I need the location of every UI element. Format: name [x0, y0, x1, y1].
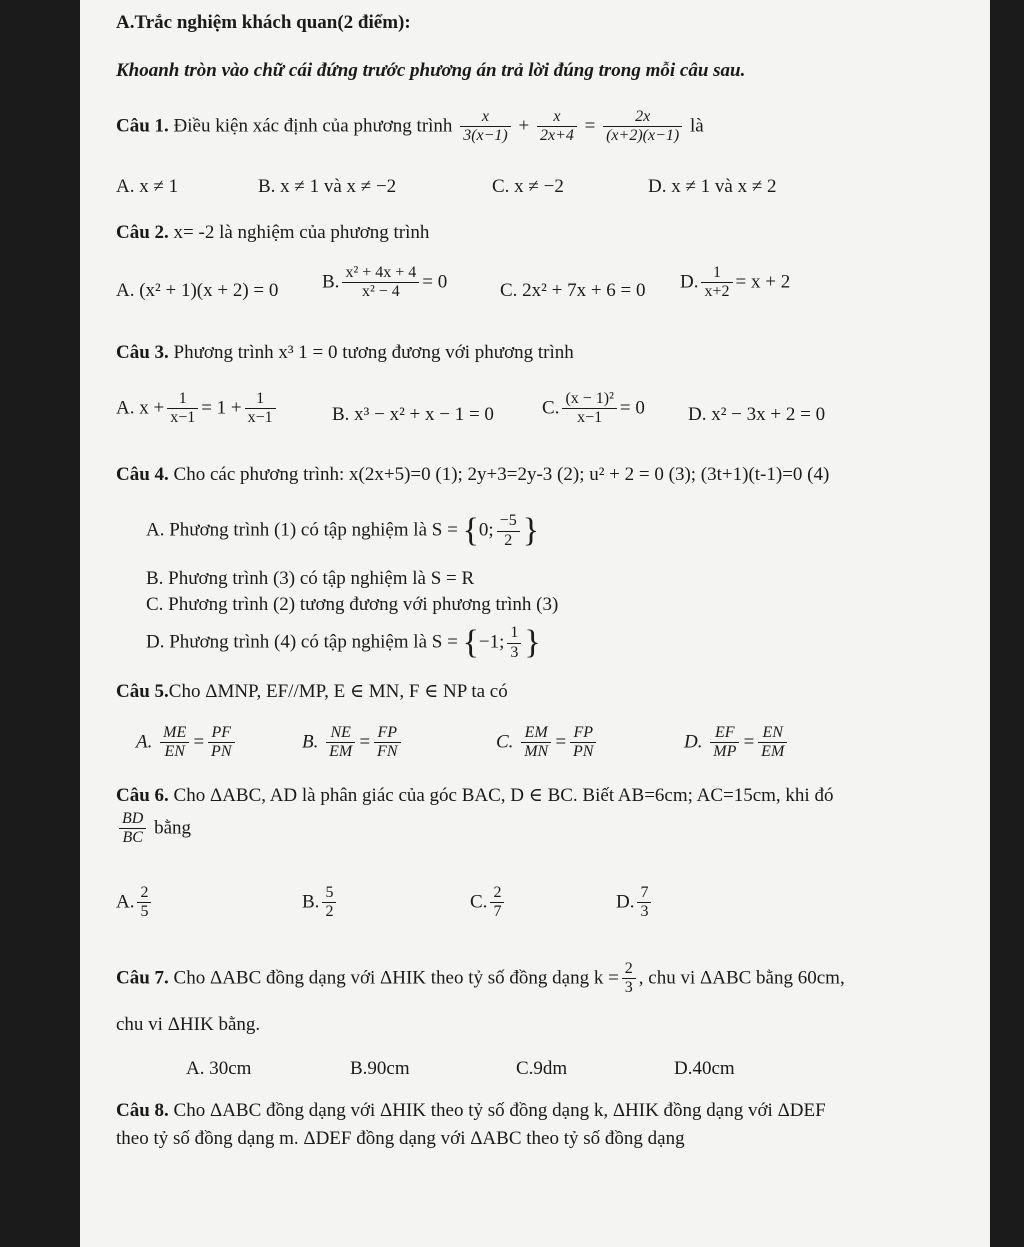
q1-option-c[interactable]: C. x ≠ −2 [492, 176, 564, 197]
q8-line-2: theo tỷ số đồng dạng m. ΔDEF đồng dạng với ΔABC theo tỷ số đồng dạng [116, 1128, 685, 1149]
q5-option-b[interactable]: B. $\frac{NE}{EM}$ = $\frac{FP}{FN}$ [302, 724, 404, 762]
q3-option-d[interactable]: D. x² − 3x + 2 = 0 [688, 404, 826, 425]
q3-option-a[interactable]: A. x + $\frac{1}{x-1}$ = 1 + $\frac{1}{x-1}$ [116, 390, 279, 428]
question-1: Câu 1. Điều kiện xác định của phương trình $\frac{x}{3(x-1)}$ + $\frac{x}{2x+4}$ = $\frac{2x}{(x+2)(x-1)}$ là [116, 108, 704, 145]
question-8: Câu 8. Cho ΔABC đồng dạng với ΔHIK theo tỷ số đồng dạng k, ΔHIK đồng dạng với ΔDEF [116, 1100, 826, 1121]
q3-option-b[interactable]: B. x³ − x² + x − 1 = 0 [332, 404, 494, 425]
question-4: Câu 4. Cho các phương trình: x(2x+5)=0 (1); 2y+3=2y-3 (2); u² + 2 = 0 (3); (3t+1)(t-1)=0 (4) [116, 464, 830, 485]
q6-ratio: $\frac{BD}{BC}$ bằng [116, 810, 191, 848]
q6-option-a[interactable]: A. $\frac{2}{5}$ [116, 884, 154, 922]
q6-option-d[interactable]: D. $\frac{7}{3}$ [616, 884, 654, 922]
q1-fraction-2: $\frac{x}{2x+4}$ [537, 108, 577, 146]
q6-option-b[interactable]: B. $\frac{5}{2}$ [302, 884, 339, 922]
q1-fraction-1: $\frac{x}{3(x-1)}$ [460, 108, 511, 146]
q4-option-d[interactable]: D. Phương trình (4) có tập nghiệm là S = {−1; $\frac{1}{3}$ } [146, 624, 541, 661]
q4-option-c[interactable]: C. Phương trình (2) tương đương với phương trình (3) [146, 594, 559, 615]
q1-option-b[interactable]: B. x ≠ 1 và x ≠ −2 [258, 176, 397, 197]
q4-option-b[interactable]: B. Phương trình (3) có tập nghiệm là S = R [146, 568, 475, 589]
q7-option-d[interactable]: D.40cm [674, 1058, 735, 1079]
q1-option-a[interactable]: A. x ≠ 1 [116, 176, 179, 197]
q6-option-c[interactable]: C. $\frac{2}{7}$ [470, 884, 507, 922]
q2-option-c[interactable]: C. 2x² + 7x + 6 = 0 [500, 280, 646, 301]
q5-option-a[interactable]: A. $\frac{ME}{EN}$ = $\frac{PF}{PN}$ [136, 724, 238, 762]
q7-option-c[interactable]: C.9dm [516, 1058, 568, 1079]
question-2: Câu 2. x= -2 là nghiệm của phương trình [116, 222, 430, 243]
q1-option-d[interactable]: D. x ≠ 1 và x ≠ 2 [648, 176, 777, 197]
q5-option-d[interactable]: D. $\frac{EF}{MP}$ = $\frac{EN}{EM}$ [684, 724, 790, 762]
q5-option-c[interactable]: C. $\frac{EM}{MN}$ = $\frac{FP}{PN}$ [496, 724, 599, 762]
section-heading: A.Trắc nghiệm khách quan(2 điểm): [116, 12, 411, 33]
question-5: Câu 5.Cho ΔMNP, EF//MP, E ∈ MN, F ∈ NP ta có [116, 681, 508, 702]
q4-option-a[interactable]: A. Phương trình (1) có tập nghiệm là S = {0; $\frac{-5}{2}$ } [146, 512, 540, 549]
q2-option-b[interactable]: B. $\frac{\text{x² + 4x + 4}}{\text{x² − 4}}$ = 0 [322, 264, 448, 301]
question-7: Câu 7. Cho ΔABC đồng dạng với ΔHIK theo tỷ số đồng dạng k = $\frac{2}{3}$ , chu vi ΔABC bằng 60cm, [116, 960, 845, 997]
q7-line-2: chu vi ΔHIK bằng. [116, 1014, 261, 1035]
q7-option-a[interactable]: A. 30cm [186, 1058, 252, 1079]
question-6: Câu 6. Cho ΔABC, AD là phân giác của góc BAC, D ∈ BC. Biết AB=6cm; AC=15cm, khi đó [116, 785, 834, 806]
question-3: Câu 3. Phương trình x³ 1 = 0 tương đương với phương trình [116, 342, 574, 363]
q7-option-b[interactable]: B.90cm [350, 1058, 410, 1079]
instruction: Khoanh tròn vào chữ cái đứng trước phương án trả lời đúng trong mỗi câu sau. [116, 60, 746, 81]
q2-option-a[interactable]: A. (x² + 1)(x + 2) = 0 [116, 280, 279, 301]
q3-option-c[interactable]: C. $\frac{\text{(x − 1)²}}{x-1}$ = 0 [542, 390, 645, 427]
exam-page [80, 0, 990, 1247]
q1-fraction-3: $\frac{2x}{(x+2)(x-1)}$ [603, 108, 682, 146]
q2-option-d[interactable]: D. $\frac{1}{x+2}$ = x + 2 [680, 264, 791, 301]
